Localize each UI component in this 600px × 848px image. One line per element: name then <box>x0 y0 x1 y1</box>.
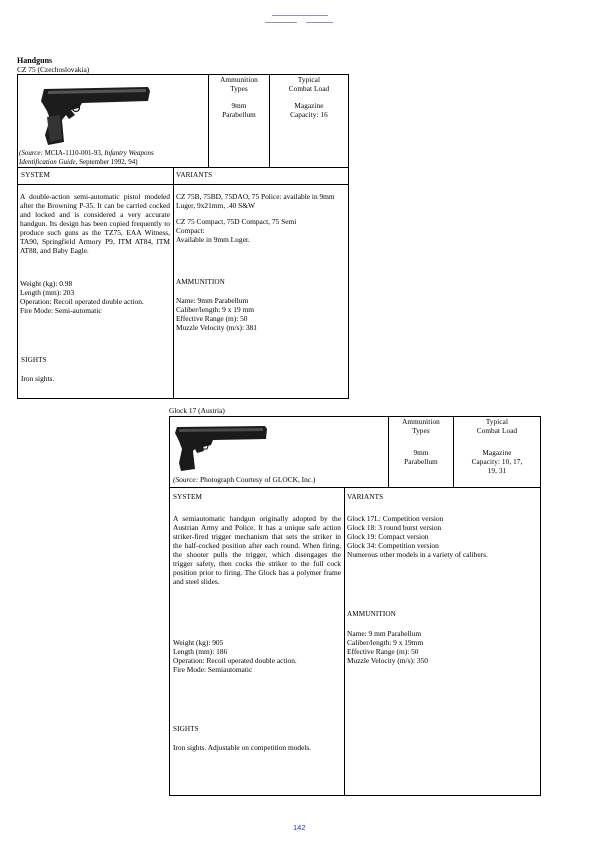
spec-item: Fire Mode: Semi-automatic <box>20 306 102 316</box>
glock-table <box>169 416 541 796</box>
ammo-item: Effective Range (m): 50 <box>176 314 248 324</box>
header-line: Combat Load <box>288 84 330 93</box>
header-rule-3 <box>306 22 333 23</box>
ammo-types-header <box>389 418 453 436</box>
cz75-table <box>17 74 349 399</box>
source-text: September 1992, 94) <box>77 157 138 166</box>
system-description: A double-action semi-automatic pistol modeled after the Browning P-35. It can be carried cocked and locked and is considered a very accurate handgun. Its design has been copied frequently to produce such guns as the TZ75, EAA Witness, TA90, Springfield Armory P9, ITM AT84, ITM AT88, and Baby Eagle. <box>20 192 170 256</box>
combat-load-value <box>270 102 348 120</box>
ammo-item: Muzzle Velocity (m/s): 350 <box>347 656 428 666</box>
system-heading: SYSTEM <box>173 493 202 501</box>
variant-item: Glock 34: Competition version <box>347 541 439 551</box>
ammo-types-header <box>209 76 269 94</box>
source-prefix: (Source: <box>19 149 45 157</box>
divider <box>18 167 348 168</box>
ammunition-heading: AMMUNITION <box>176 278 225 286</box>
variants-heading: VARIANTS <box>347 493 384 501</box>
header-line: Typical <box>297 76 321 84</box>
sights-heading: SIGHTS <box>21 356 47 364</box>
source-prefix: (Source: <box>173 475 199 484</box>
header-line: Typical <box>485 418 509 426</box>
system-description: A semiautomatic handgun originally adopted by the Austrian Army and Police. It has a unique safe action striker-fired trigger mechanism that sets the striker in the half-cocked position after each round. When firing, the shooter pulls the trigger, which disengages the trigger safety, then cocks the striker to the full cock position prior to firing. The Glock has a polymer frame and steel slides. <box>173 514 341 587</box>
variants-list <box>347 514 539 559</box>
ammo-item: Muzzle Velocity (m/s): 381 <box>176 323 257 333</box>
sights-heading: SIGHTS <box>173 725 199 733</box>
header-rule-2 <box>265 22 297 23</box>
value-line: Magazine <box>294 102 324 110</box>
spec-item: Fire Mode: Semiautomatic <box>173 665 253 675</box>
variant-text: CZ 75B, 75BD, 75DAO, 75 Police: available in 9mm Luger, 9x21mm, .40 S&W <box>176 192 335 211</box>
value-line: 19, 31 <box>487 466 507 475</box>
variants-description <box>176 192 346 244</box>
source-title: Identification Guide, <box>19 157 78 166</box>
ammunition-list <box>347 629 539 665</box>
image-source <box>173 475 315 484</box>
combat-load-header <box>454 418 540 436</box>
weapon-name: CZ 75 (Czechoslovakia) <box>17 65 90 74</box>
header-rule-1 <box>272 15 328 16</box>
value-line: Parabellum <box>404 457 438 466</box>
variant-text: CZ 75 Compact, 75D Compact, 75 Semi Compact: <box>176 217 297 236</box>
variants-heading: VARIANTS <box>176 171 213 179</box>
value-line: Parabellum <box>222 110 256 119</box>
ammo-item: Caliber/length: 9 x 19mm <box>347 638 424 648</box>
variant-text: Available in 9mm Luger. <box>176 235 250 245</box>
ammo-types-value <box>209 102 269 120</box>
spec-item: Length (mm): 203 <box>20 288 75 298</box>
glock-pistol-image <box>173 421 269 473</box>
variant-item: Glock 17L: Competition version <box>347 514 444 523</box>
specs-list <box>173 638 323 674</box>
specs-list <box>20 279 155 315</box>
divider <box>18 184 348 185</box>
variant-item: Numerous other models in a variety of calibers. <box>347 550 488 560</box>
value-line: Capacity: 16 <box>290 110 328 119</box>
variant-item: Glock 19: Compact version <box>347 532 429 542</box>
section-heading: Handguns <box>17 56 53 65</box>
ammunition-heading: AMMUNITION <box>347 610 396 618</box>
source-text: MCIA-1110-001-93, <box>44 149 105 157</box>
spec-item: Operation: Recoil operated double action. <box>20 297 144 307</box>
variant-item: Glock 18: 3 round burst version <box>347 523 442 533</box>
ammo-item: Name: 9 mm Parabellum <box>347 629 422 638</box>
divider <box>173 167 174 398</box>
source-title: Infantry Weapons <box>104 149 154 157</box>
divider <box>170 487 540 488</box>
system-heading: SYSTEM <box>21 171 50 179</box>
sights-text: Iron sights. <box>21 374 55 383</box>
weapon-name: Glock 17 (Austria) <box>169 406 225 415</box>
divider <box>344 487 345 795</box>
spec-item: Operation: Recoil operated double action. <box>173 656 297 666</box>
ammo-item: Effective Range (m): 50 <box>347 647 419 657</box>
cz75-pistol-image <box>38 79 153 151</box>
header-line: Ammunition <box>402 418 440 426</box>
source-text: Photograph Courtesy of GLOCK, Inc.) <box>198 475 316 484</box>
value-line: Capacity: 10, 17, <box>471 457 523 466</box>
ammunition-list <box>176 296 346 332</box>
spec-item: Weight (kg): 905 <box>173 638 224 647</box>
combat-load-value <box>454 449 540 475</box>
combat-load-header <box>270 76 348 94</box>
sights-text: Iron sights. Adjustable on competition models. <box>173 743 312 752</box>
ammo-item: Caliber/length: 9 x 19 mm <box>176 305 255 315</box>
ammo-types-value <box>389 449 453 467</box>
spec-item: Length (mm): 186 <box>173 647 228 657</box>
header-line: Ammunition <box>220 76 258 84</box>
ammo-item: Name: 9mm Parabellum <box>176 296 249 305</box>
header-line: Types <box>412 426 430 435</box>
header-line: Types <box>230 84 248 93</box>
header-line: Combat Load <box>476 426 518 435</box>
page-number: 142 <box>293 823 306 832</box>
value-line: Magazine <box>482 449 512 457</box>
value-line: 9mm <box>231 102 247 110</box>
spec-item: Weight (kg): 0.98 <box>20 279 73 288</box>
image-source <box>19 149 207 166</box>
value-line: 9mm <box>413 449 429 457</box>
